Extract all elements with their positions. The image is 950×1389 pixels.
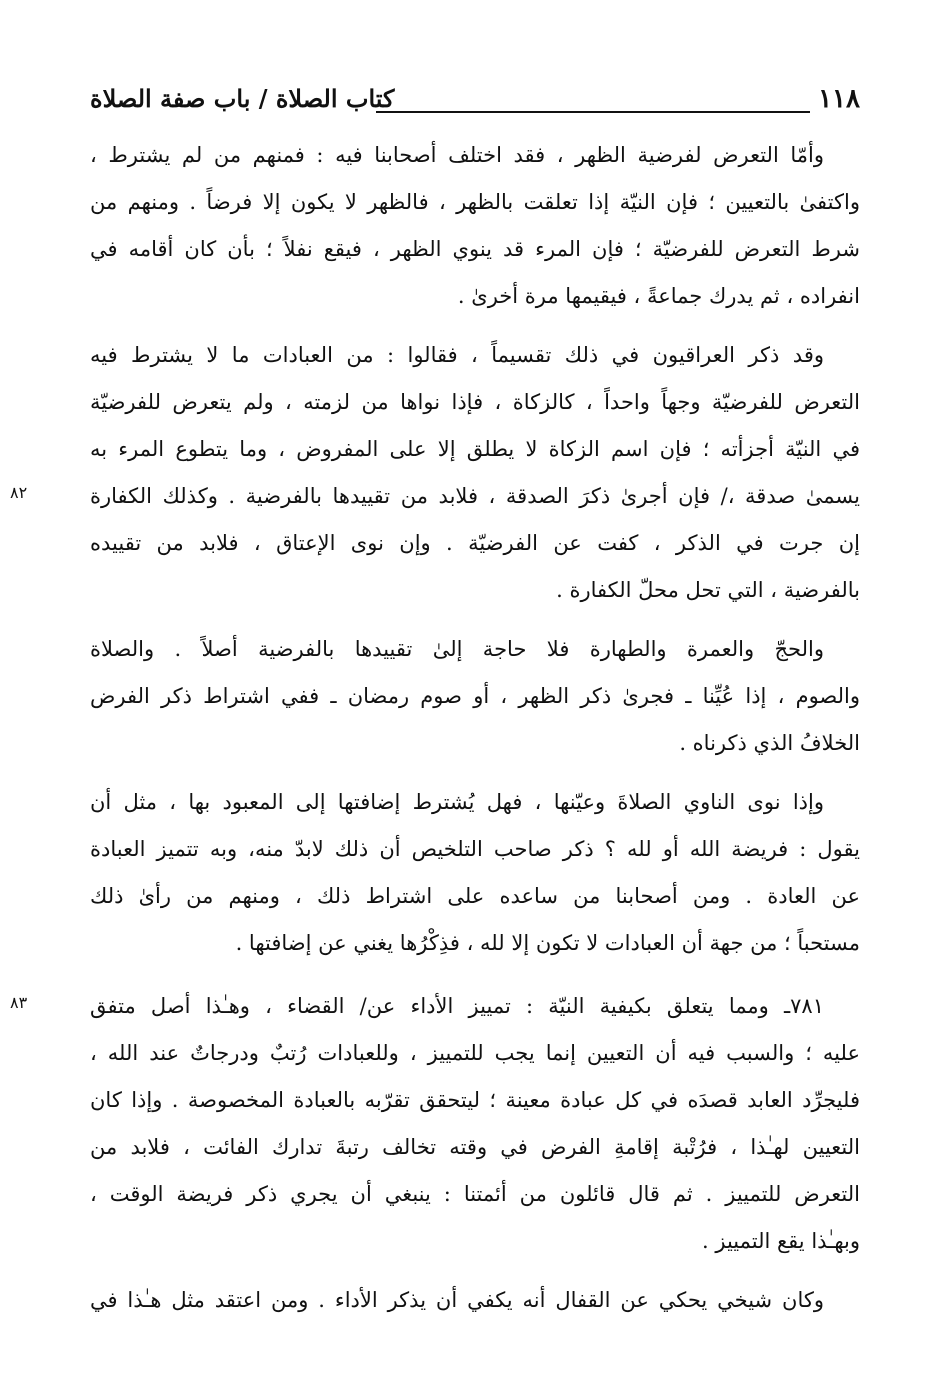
text-line: وقد ذكر العراقيون في ذلك تقسيماً ، فقالوا : من العبادات ما لا يشترط فيه	[90, 343, 824, 367]
text-line: الخلافُ الذي ذكرناه .	[679, 731, 860, 755]
text-line: التعيين لهـٰذا ، فرُتْبة إقامةِ الفرض في وقته تخالف رتبةَ تدارك الفائت ، فلابد من	[90, 1135, 860, 1159]
text-line: عليه ؛ والسبب فيه أن التعيين إنما يجب للتمييز ، وللعبادات رُتبٌ ودرجاتٌ عند الله ،	[90, 1041, 860, 1065]
text-line: واكتفىٰ بالتعيين ؛ فإن النيّة إذا تعلقت بالظهر ، فالظهر لا يكون إلا فرضاً . ومنهم من	[90, 190, 860, 214]
text-line: في النيّة أجزأته ؛ فإن اسم الزكاة لا يطلق إلا على المفروض ، وما يتطوع المرء به	[90, 437, 860, 461]
text-line: مستحباً ؛ من جهة أن العبادات لا تكون إلا لله ، فذِكْرُها يغني عن إضافتها .	[235, 931, 860, 955]
text-line: يقول : فريضة الله أو لله ؟ ذكر صاحب التلخيص أن ذلك لابدّ منه، وبه تتميز العبادة	[90, 837, 860, 861]
text-line: وكان شيخي يحكي عن القفال أنه يكفي أن يذكر الأداء . ومن اعتقد مثل هـٰذا في	[90, 1288, 824, 1312]
text-line: شرط التعرض للفرضيّة ؛ فإن المرء قد ينوي الظهر ، فيقع نفلاً ؛ بأن كان أقامه في	[90, 237, 860, 261]
text-line: وأمّا التعرض لفرضية الظهر ، فقد اختلف أصحابنا فيه : فمنهم من لم يشترط ،	[90, 143, 824, 167]
text-line: عن العادة . ومن أصحابنا من ساعده على اشتراط ذلك ، ومنهم من رأىٰ ذلك	[90, 884, 860, 908]
text-line: انفراده ، ثم يدرك جماعةً ، فيقيمها مرة أخرىٰ .	[457, 284, 860, 308]
margin-page-marker: ٨٢	[10, 483, 28, 502]
paragraph	[90, 779, 860, 967]
text-line: يسمىٰ صدقة ،/ فإن أجرىٰ ذكرَ الصدقة ، فلابد من تقييدها بالفرضية . وكذلك الكفارة	[90, 484, 860, 508]
paragraph	[90, 132, 860, 320]
text-line: بالفرضية ، التي تحل محلّ الكفارة .	[556, 578, 860, 602]
text-line: ٧٨١ـ ومما يتعلق بكيفية النيّة : تمييز الأداء عن/ القضاء ، وهـٰذا أصل متفق	[90, 994, 824, 1018]
text-line: إن جرت في الذكر ، كفت عن الفرضيّة . وإن نوى الإعتاق ، فلابد من تقييده	[90, 531, 860, 555]
text-line: فليجرِّد العابد قصدَه في كل عبادة معينة ؛ ليتحقق تقرّبه بالعبادة المخصوصة . وإذا كان	[90, 1088, 860, 1112]
text-line: والحجّ والعمرة والطهارة فلا حاجة إلىٰ تقييدها بالفرضية أصلاً . والصلاة	[90, 637, 824, 661]
header-rule	[376, 111, 810, 113]
page-number: ١١٨	[818, 84, 860, 114]
text-line: والصوم ، إذا عُيِّنا ـ فجرىٰ ذكر الظهر ، أو صوم رمضان ـ ففي اشتراط ذكر الفرض	[90, 684, 860, 708]
paragraph	[90, 626, 860, 767]
margin-page-marker: ٨٣	[10, 993, 28, 1012]
paragraph	[10, 332, 860, 614]
running-title: كتاب الصلاة / باب صفة الصلاة	[90, 84, 395, 113]
text-line: وبهـٰذا يقع التمييز .	[702, 1229, 860, 1253]
paragraph	[10, 983, 860, 1265]
paragraph	[90, 1277, 860, 1324]
page-header	[90, 84, 860, 114]
page-body	[10, 132, 860, 1336]
text-line: وإذا نوى الناوي الصلاةَ وعيّنها ، فهل يُشترط إضافتها إلى المعبود بها ، مثل أن	[90, 790, 824, 814]
text-line: التعرض للتمييز . ثم قال قائلون من أئمتنا : ينبغي أن يجري ذكر فريضة الوقت ،	[90, 1182, 860, 1206]
text-line: التعرض للفرضيّة وجهاً واحداً ، كالزكاة ، فإذا نواها من لزمته ، ولم يتعرض للفرضيّة	[90, 390, 860, 414]
